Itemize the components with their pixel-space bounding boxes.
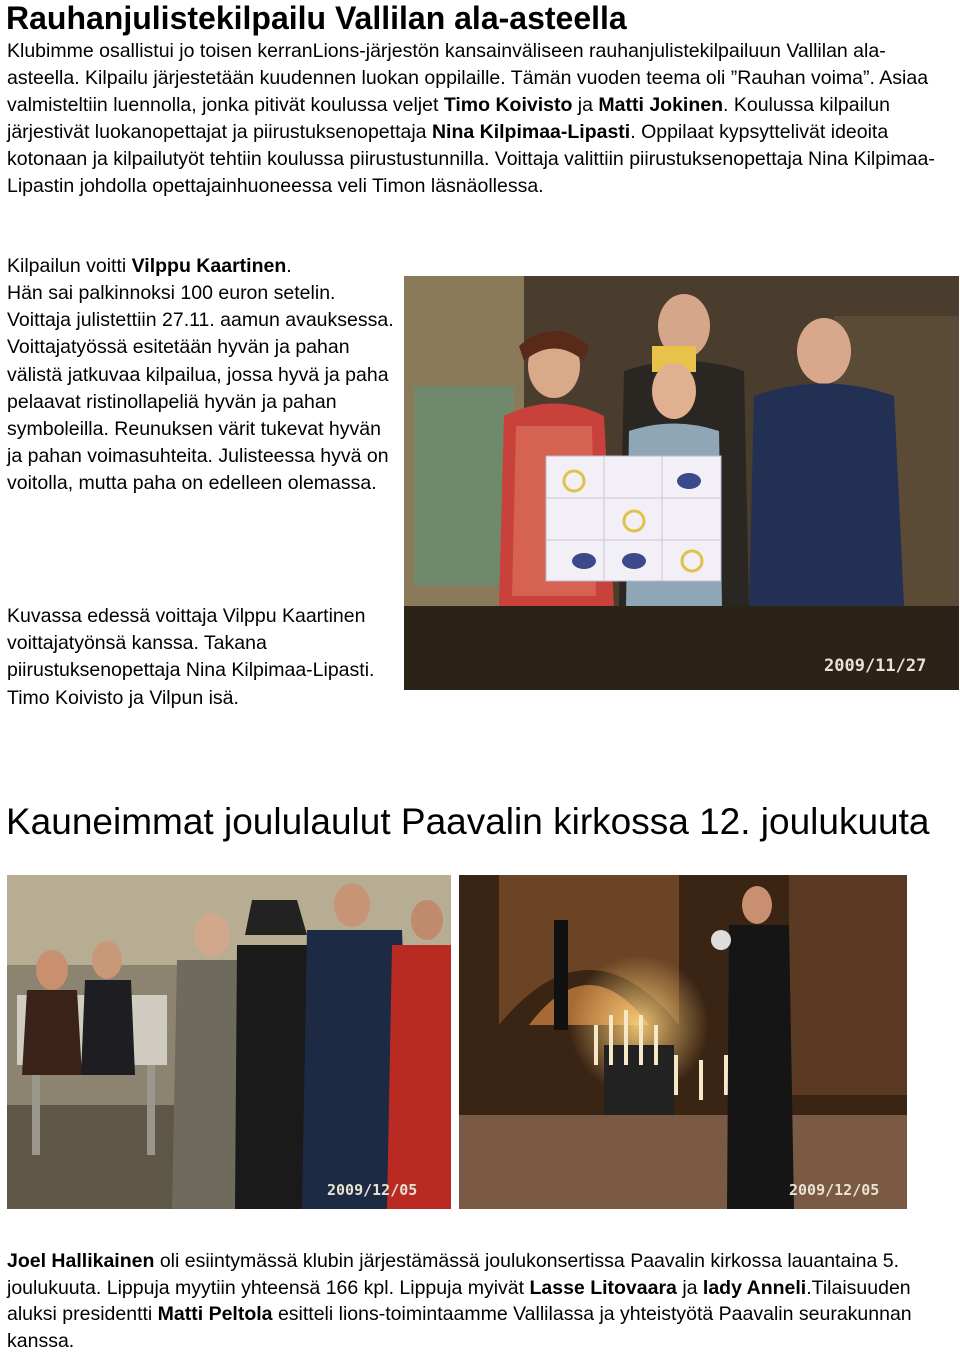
name-vilppu-kaartinen: Vilppu Kaartinen [131,255,287,277]
photo-date-stamp: 2009/11/27 [824,656,927,676]
concert-text-3: .Tilaisuuden aluksi presidentti [7,1276,911,1325]
photo-date-stamp-3: 2009/12/05 [789,1181,880,1199]
photo-date-stamp-2: 2009/12/05 [327,1181,418,1199]
name-timo-koivisto: Timo Koivisto [443,94,573,116]
photo-caption: Kuvassa edessä voittaja Vilppu Kaartinen voittajatyönsä kanssa. Takana piirustuksenopettaja Nina Kilpimaa-Lipasti. Timo Koivisto ja Vilpun isä. [7,605,375,709]
article-title-christmas-songs: Kauneimmat joululaulut Paavalin kirkossa 12. joulukuuta [6,801,930,842]
church-concert-photo [459,875,907,1209]
intro-paragraph [7,38,947,200]
name-matti-peltola: Matti Peltola [157,1303,273,1325]
name-matti-jokinen: Matti Jokinen [598,94,724,116]
winner-line [7,253,399,280]
intro-text-3: . Koulussa kilpailun järjestivät luokanopettajat ja piirustuksenopettaja [7,94,890,143]
name-lasse-litovaara: Lasse Litovaara [529,1276,677,1299]
intro-text-2: ja [572,94,599,116]
winner-text: Kilpailun voitti [7,255,132,277]
winner-period: . [286,255,292,277]
concert-text-1: oli esiintymässä klubin järjestämässä joulukonsertissa Paavalin kirkossa lauantaina 5. joulukuuta. Lippuja myytiin yhteensä 166 kpl. Lippuja myivät [7,1250,900,1299]
concert-text-2: ja [676,1276,703,1299]
intro-text-1: Klubimme osallistui jo toisen kerranLions-järjestön kansainväliseen rauhanjulistekilpailuun Vallilan ala-asteella. Kilpailu järjestetään kuudennen luokan oppilaille. Tämän vuoden teema oli ”Rauhan voima”. Asiaa valmisteltiin luennolla, jonka pitivät koulussa veljet [7,40,929,116]
winner-details-paragraph: Hän sai palkinnoksi 100 euron setelin. Voittaja julistettiin 27.11. aamun avauksessa. Voittajatyössä esitetään hyvän ja pahan välistä jatkuvaa kilpailua, jossa hyvä ja paha pelaavat ristinollapeliä hyvän ja pahan symboleilla. Reunuksen värit tukevat hyvän ja pahan voimasuhteita. Julisteessa hyvä on voitolla, mutta paha on edelleen olemassa. [7,282,394,495]
name-nina-kilpimaa-lipasti: Nina Kilpimaa-Lipasti [431,121,631,143]
name-lady-anneli: lady Anneli [702,1276,807,1299]
concert-paragraph [7,1248,952,1354]
concert-text-4: esitteli lions-toimintaamme Vallilassa ja yhteistyötä Paavalin seurakunnan kanssa. [7,1303,912,1352]
name-joel-hallikainen: Joel Hallikainen [7,1250,155,1272]
award-photo [404,276,959,690]
intro-text-4: . Oppilaat kypsyttelivät ideoita kotonaan ja kilpailutyöt tehtiin koulussa piirustustunnilla. Voittaja valittiin piirustuksenopettaja Nina Kilpimaa-Lipastin johdolla opettajainhuoneessa veli Timon läsnäollessa. [7,121,935,197]
ticket-sales-photo [7,875,451,1209]
article-title-peace-poster: Rauhanjulistekilpailu Vallilan ala-asteella [6,0,627,36]
